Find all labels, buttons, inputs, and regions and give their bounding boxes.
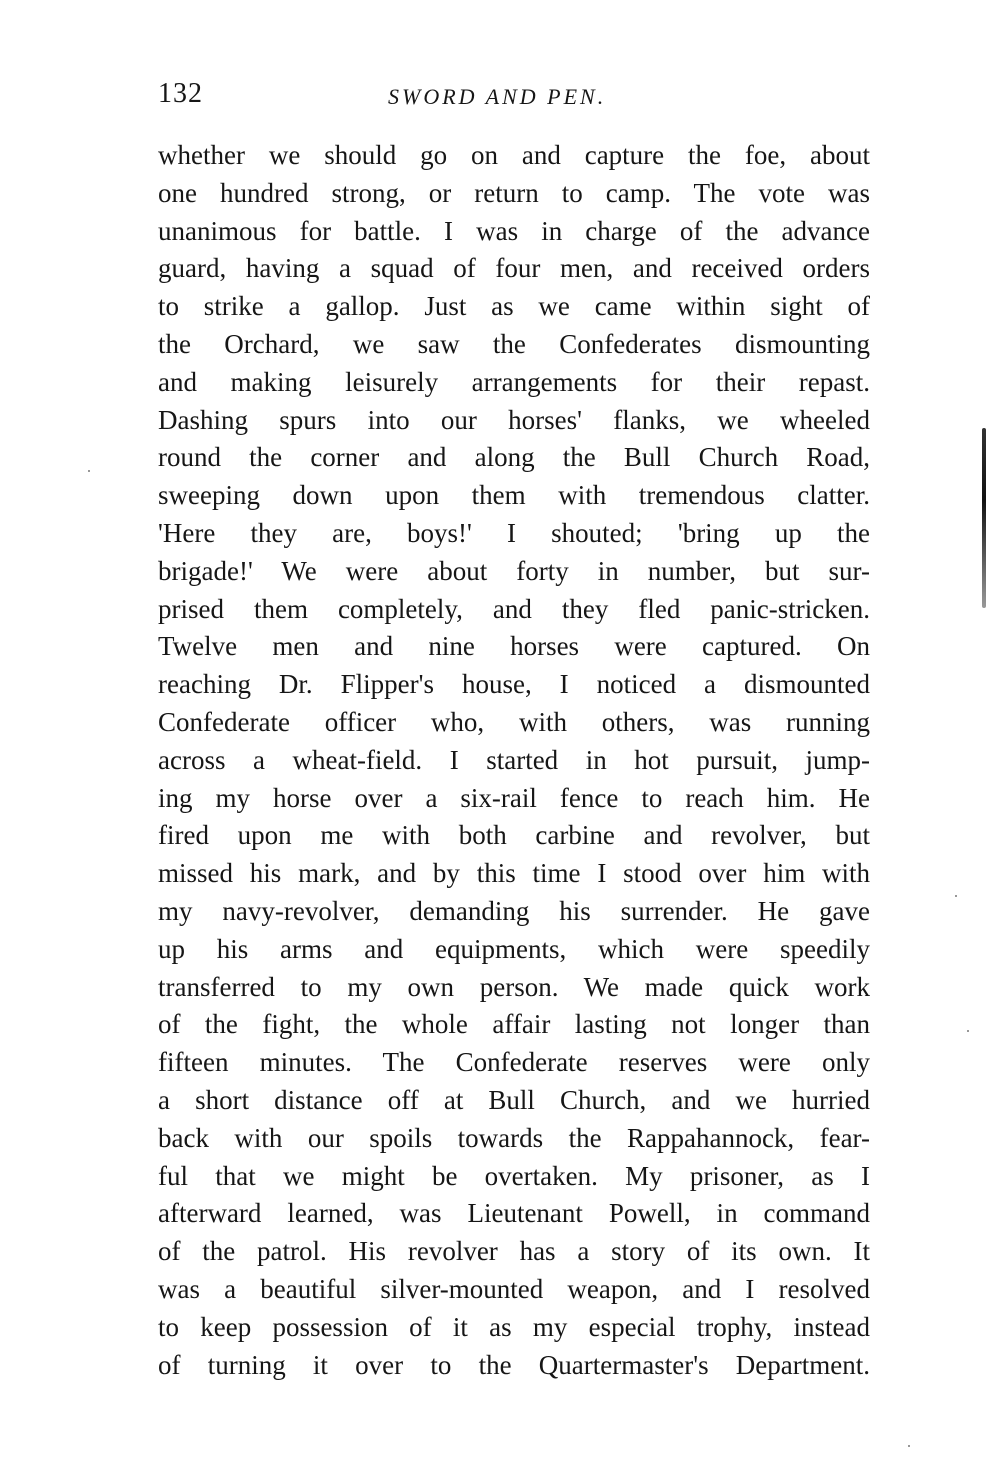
text-line: of turning it over to the Quartermaster's Department.	[158, 1349, 870, 1380]
text-line: of the patrol. His revolver has a story of its own. It	[158, 1236, 870, 1267]
text-line: fired upon me with both carbine and revolver, but	[158, 820, 870, 851]
text-line: to strike a gallop. Just as we came within sight of	[158, 291, 870, 322]
body-text	[158, 137, 870, 1384]
text-line: one hundred strong, or return to camp. The vote was	[158, 177, 870, 208]
text-line: ing my horse over a six-rail fence to reach him. He	[158, 782, 870, 813]
text-line: missed his mark, and by this time I stood over him with	[158, 858, 870, 889]
page-number: 132	[158, 78, 203, 109]
text-line: and making leisurely arrangements for their repast.	[158, 366, 870, 397]
text-line: ful that we might be overtaken. My prisoner, as I	[158, 1160, 870, 1191]
scan-speck	[88, 470, 90, 472]
text-line: afterward learned, was Lieutenant Powell, in command	[158, 1198, 870, 1229]
page-header	[158, 78, 870, 118]
scan-speck	[955, 895, 957, 897]
scan-edge-mark	[982, 428, 986, 608]
scan-speck	[908, 1445, 910, 1447]
text-line: Dashing spurs into our horses' flanks, we wheeled	[158, 404, 870, 435]
text-line: up his arms and equipments, which were speedily	[158, 933, 870, 964]
text-line: brigade!' We were about forty in number, but sur-	[158, 555, 870, 586]
text-line: the Orchard, we saw the Confederates dismounting	[158, 328, 870, 359]
text-line: round the corner and along the Bull Church Road,	[158, 442, 870, 473]
text-line: my navy-revolver, demanding his surrender. He gave	[158, 895, 870, 926]
running-title: SWORD AND PEN.	[388, 84, 607, 109]
text-line: transferred to my own person. We made quick work	[158, 971, 870, 1002]
text-line: whether we should go on and capture the foe, about	[158, 140, 870, 170]
scan-speck	[967, 1030, 969, 1032]
text-line: Confederate officer who, with others, was running	[158, 706, 870, 737]
text-line: sweeping down upon them with tremendous clatter.	[158, 480, 870, 511]
text-line: a short distance off at Bull Church, and we hurried	[158, 1084, 870, 1115]
text-line: fifteen minutes. The Confederate reserves were only	[158, 1047, 870, 1078]
text-line: of the fight, the whole affair lasting not longer than	[158, 1009, 870, 1040]
text-line: guard, having a squad of four men, and received orders	[158, 253, 870, 284]
text-line: was a beautiful silver-mounted weapon, and I resolved	[158, 1273, 870, 1304]
text-line: prised them completely, and they fled panic-stricken.	[158, 593, 870, 624]
text-line: 'Here they are, boys!' I shouted; 'bring up the	[158, 517, 870, 548]
text-line: reaching Dr. Flipper's house, I noticed a dismounted	[158, 669, 870, 700]
text-line: across a wheat-field. I started in hot pursuit, jump-	[158, 744, 870, 775]
text-line: Twelve men and nine horses were captured. On	[158, 631, 870, 662]
text-line: unanimous for battle. I was in charge of the advance	[158, 215, 870, 246]
text-line: back with our spoils towards the Rappahannock, fear-	[158, 1122, 870, 1153]
text-line: to keep possession of it as my especial trophy, instead	[158, 1311, 870, 1342]
